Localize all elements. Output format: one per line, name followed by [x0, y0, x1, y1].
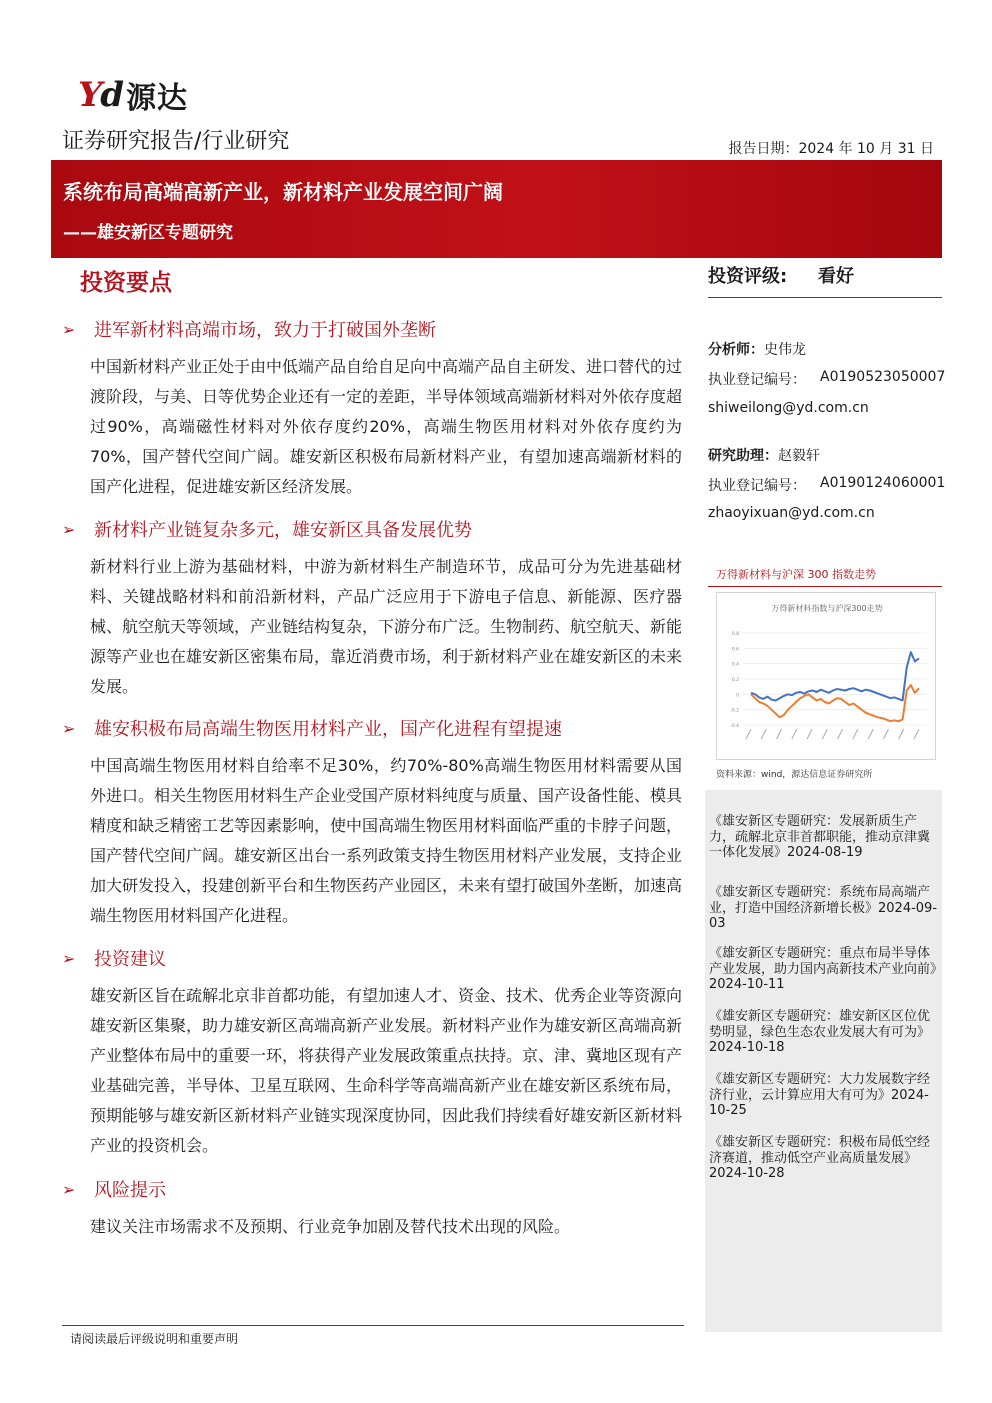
section-body: 建议关注市场需求不及预期、行业竞争加剧及替代技术出现的风险。	[90, 1217, 571, 1236]
x-tick-label	[883, 729, 888, 739]
section-4	[62, 945, 682, 1161]
x-tick-label	[746, 729, 751, 739]
assistant-reg-line	[708, 475, 946, 495]
related-report-item[interactable]: 《雄安新区专题研究：系统布局高端产业，打造中国经济新增长极》2024-09-03	[709, 885, 938, 931]
logo-text: 源达	[126, 81, 189, 116]
company-logo	[78, 75, 189, 116]
chart-caption: 万得新材料与沪深 300 指数走势	[716, 568, 876, 581]
x-tick-label	[822, 729, 827, 739]
section-title: 风险提示	[94, 1180, 166, 1201]
related-reports	[705, 790, 942, 1332]
key-points-heading: 投资要点	[80, 270, 172, 296]
reg-number: A0190124060001	[820, 475, 946, 491]
analyst-reg-line	[708, 369, 946, 389]
related-report-item[interactable]: 《雄安新区专题研究：重点布局半导体产业发展，助力国内高新技术产业向前》2024-10-11	[709, 946, 937, 992]
x-tick-label	[777, 729, 782, 739]
assistant-label: 研究助理：	[708, 448, 778, 464]
arrow-icon: ➢	[62, 319, 76, 339]
section-title: 新材料产业链复杂多元，雄安新区具备发展优势	[94, 520, 472, 541]
report-subtitle: ——雄安新区专题研究	[63, 223, 233, 243]
report-date: 报告日期：2024 年 10 月 31 日	[728, 141, 934, 157]
rating-value: 看好	[818, 266, 854, 287]
arrow-icon: ➢	[62, 718, 76, 738]
section-3	[62, 715, 682, 931]
chart-svg	[717, 593, 937, 761]
x-tick-label	[853, 729, 858, 739]
section-body: 雄安新区旨在疏解北京非首都功能，有望加速人才、资金、技术、优秀企业等资源向雄安新区集聚，助力雄安新区高端高新产业发展。新材料产业作为雄安新区高端高新产业整体布局中的重要一环，将获得产业发展政策重点扶持。京、津、冀地区现有产业基础完善，半导体、卫星互联网、生命科学等高端高新产业在雄安新区系统布局，预期能够与雄安新区新材料产业链实现深度协同，因此我们持续看好雄安新区新材料产业的投资机会。	[90, 986, 683, 1155]
chart-series-line-1	[751, 652, 919, 700]
footer-disclaimer: 请阅读最后评级说明和重要声明	[70, 1332, 239, 1346]
arrow-icon: ➢	[62, 948, 76, 968]
x-tick-label	[868, 729, 873, 739]
assistant-line	[708, 445, 820, 465]
analyst-label: 分析师：	[708, 342, 764, 358]
section-1	[62, 316, 682, 502]
related-report-item[interactable]: 《雄安新区专题研究：积极布局低空经济赛道，推动低空产业高质量发展》2024-10-28	[709, 1135, 931, 1181]
y-tick-label: 0.6	[731, 647, 739, 653]
x-tick-label	[914, 729, 919, 739]
arrow-icon: ➢	[62, 1179, 76, 1199]
section-title: 雄安积极布局高端生物医用材料产业，国产化进程有望提速	[94, 719, 562, 740]
chart-source: 资料来源：wind，源达信息证券研究所	[716, 770, 873, 780]
section-body: 新材料行业上游为基础材料，中游为新材料生产制造环节，成品可分为先进基础材料、关键战略材料和前沿新材料，产品广泛应用于下游电子信息、新能源、医疗器械、航空航天等领域，产业链结构复杂，下游分布广泛。生物制药、航空航天、新能源等产业也在雄安新区密集布局，靠近消费市场，利于新材料产业在雄安新区的未来发展。	[90, 557, 683, 696]
chart-divider	[708, 586, 942, 587]
x-tick-label	[807, 729, 812, 739]
y-tick-label: -0.4	[730, 724, 739, 729]
x-tick-label	[792, 729, 797, 739]
x-tick-label	[899, 729, 904, 739]
y-tick-label: 0.8	[731, 632, 739, 637]
investment-rating	[708, 260, 942, 298]
document-type: 证券研究报告/行业研究	[62, 129, 290, 154]
section-title: 投资建议	[94, 949, 166, 970]
report-title: 系统布局高端高新产业，新材料产业发展空间广阔	[63, 180, 503, 204]
related-report-item[interactable]: 《雄安新区专题研究：雄安新区区位优势明显，绿色生态农业发展大有可为》2024-10-18	[709, 1009, 931, 1055]
related-report-item[interactable]: 《雄安新区专题研究：发展新质生产力，疏解北京非首都职能，推动京津冀一体化发展》2024-08-19	[709, 814, 931, 860]
x-tick-label	[838, 729, 843, 739]
arrow-icon: ➢	[62, 519, 76, 539]
index-chart	[716, 592, 936, 760]
related-report-item[interactable]: 《雄安新区专题研究：大力发展数字经济行业，云计算应用大有可为》2024-10-25	[709, 1072, 931, 1118]
section-body: 中国新材料产业正处于由中低端产品自给自足向中高端产品自主研发、进口替代的过渡阶段，与美、日等优势企业还有一定的差距，半导体领域高端新材料对外依存度超过90%，高端磁性材料对外依存度约20%，高端生物医用材料对外依存度约为70%，国产替代空间广阔。雄安新区积极布局新材料产业，有望加速高端新材料的国产化进程，促进雄安新区经济发展。	[90, 357, 683, 496]
y-tick-label: 0.4	[731, 662, 739, 668]
reg-number: A0190523050007	[820, 369, 946, 385]
reg-label: 执业登记编号：	[708, 478, 806, 494]
assistant-name: 赵毅轩	[778, 448, 820, 464]
x-tick-label	[761, 729, 766, 739]
rating-label: 投资评级:	[708, 266, 788, 287]
y-tick-label: 0.2	[731, 678, 739, 683]
analyst-email[interactable]: shiweilong@yd.com.cn	[708, 400, 869, 416]
title-banner	[51, 160, 942, 258]
logo-mark: Yd	[78, 75, 123, 115]
section-2	[62, 516, 682, 702]
section-5	[62, 1176, 682, 1242]
section-body: 中国高端生物医用材料自给率不足30%，约70%-80%高端生物医用材料需要从国外进口。相关生物医用材料生产企业受国产原材料纯度与质量、国产设备性能、模具精度和缺乏精密工艺等因素影响，使中国高端生物医用材料面临严重的卡脖子问题，国产替代空间广阔。雄安新区出台一系列政策支持生物医用材料产业发展，支持企业加大研发投入，投建创新平台和生物医药产业园区，未来有望打破国外垄断，加速高端生物医用材料国产化进程。	[90, 756, 683, 925]
assistant-email[interactable]: zhaoyixuan@yd.com.cn	[708, 505, 875, 521]
section-title: 进军新材料高端市场，致力于打破国外垄断	[94, 320, 436, 341]
reg-label: 执业登记编号：	[708, 372, 806, 388]
analyst-name: 史伟龙	[764, 342, 806, 358]
y-tick-label: 0	[736, 693, 739, 699]
y-tick-label: -0.2	[730, 708, 739, 714]
chart-title: 万得新材料指数与沪深300走势	[771, 604, 883, 613]
footer-divider	[62, 1325, 684, 1326]
analyst-line	[708, 339, 806, 359]
